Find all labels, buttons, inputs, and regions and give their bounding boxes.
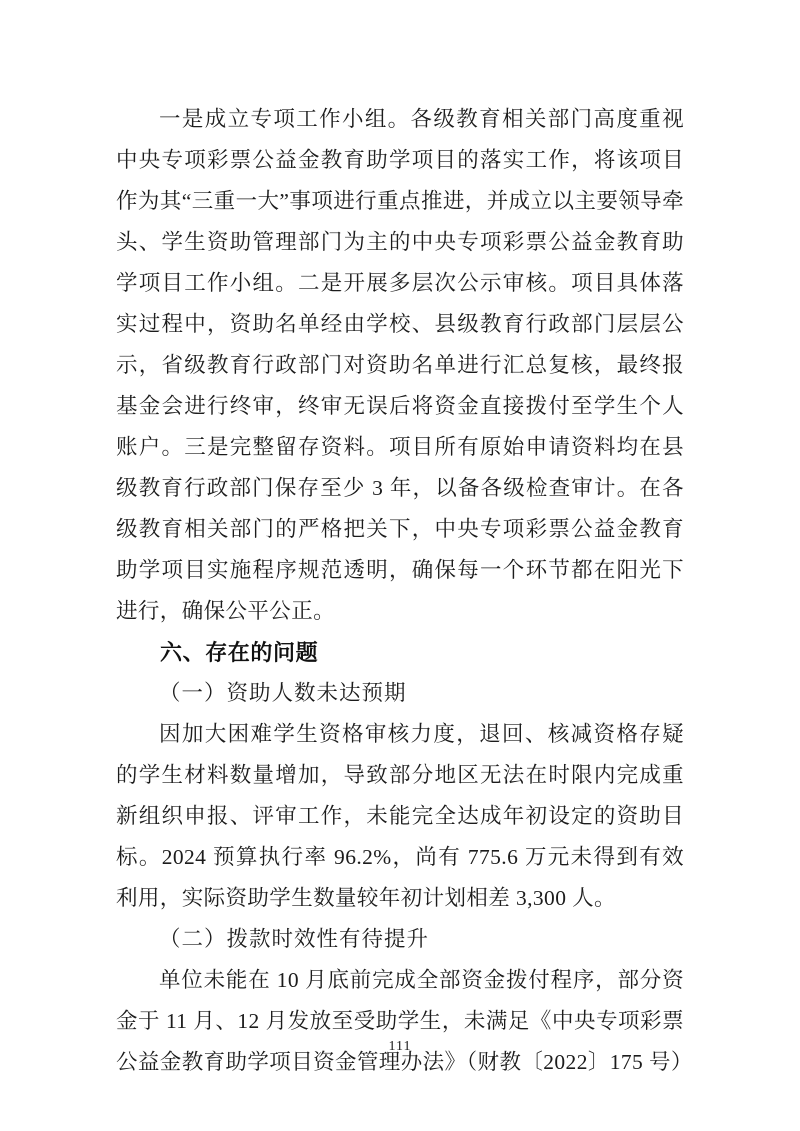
body-paragraph-disbursement-timeliness: 单位未能在 10 月底前完成全部资金拨付程序，部分资金于 11 月、12 月发放至受助学生，未满足《中央专项彩票公益金教育助学项目资金管理办法》（财教〔2022〕175 号）	[116, 968, 693, 1074]
body-paragraph-implementation: 一是成立专项工作小组。各级教育相关部门高度重视中央专项彩票公益金教育助学项目的落实工作，将该项目作为其“三重一大”事项进行重点推进，并成立以主要领导牵头、学生资助管理部门为主的中央专项彩票公益金教育助学项目工作小组。二是开展多层次公示审核。项目具体落实过程中，资助名单经由学校、县级教育行政部门层层公示，省级教育行政部门对资助名单进行汇总复核，最终报基金会进行终审，终审无误后将资金直接拨付至学生个人账户。三是完整留存资料。项目所有原始申请资料均在县级教育行政部门保存至少 3 年，以备各级检查审计。在各级教育相关部门的严格把关下，中央专项彩票公益金教育助学项目实施程序规范透明，确保每一个环节都在阳光下进行，确保公平公正。	[116, 107, 684, 623]
subsection-heading-1: （一）资助人数未达预期	[159, 681, 407, 705]
page-number: 111	[388, 1039, 412, 1054]
subsection-heading-2: （二）拨款时效性有待提升	[159, 927, 430, 951]
section-heading-problems: 六、存在的问题	[160, 640, 319, 665]
body-paragraph-funding-shortfall: 因加大困难学生资格审核力度，退回、核减资格存疑的学生材料数量增加，导致部分地区无法在时限内完成重新组织申报、评审工作，未能完全达成年初设定的资助目标。2024 预算执行率 96.2%，尚有 775.6 万元未得到有效利用，实际资助学生数量较年初计划相差 3,300 人。	[116, 722, 684, 910]
